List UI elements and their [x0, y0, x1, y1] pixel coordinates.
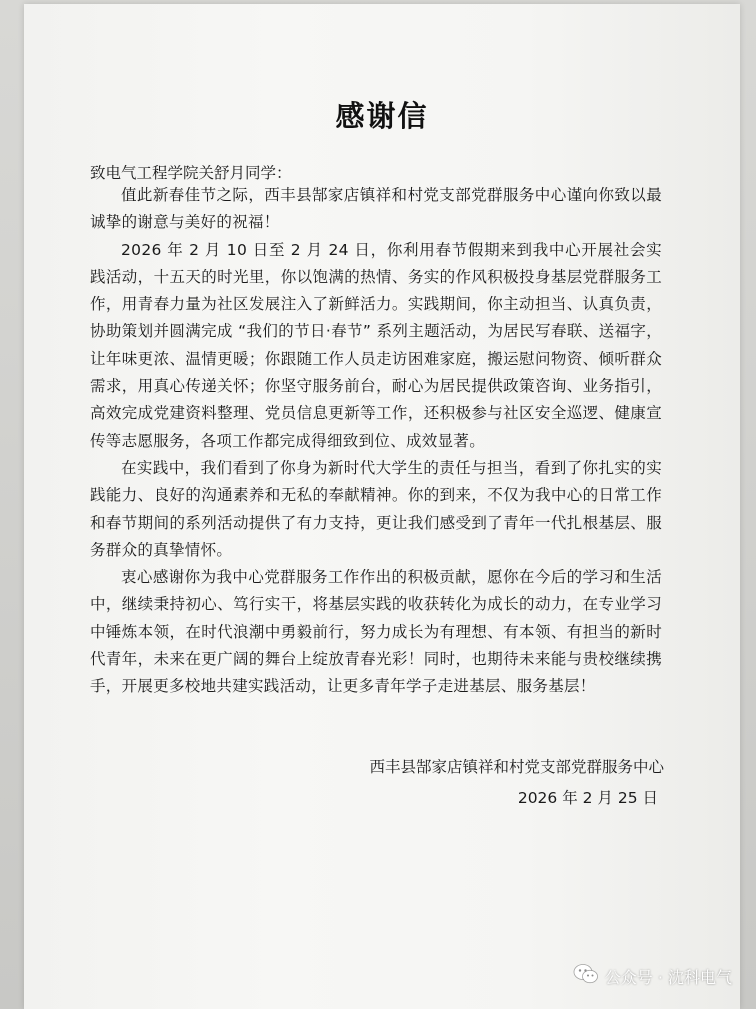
paragraph: 衷心感谢你为我中心党群服务工作作出的积极贡献，愿你在今后的学习和生活中，继续秉持初心、笃行实干，将基层实践的收获转化为成长的动力，在专业学习中锤炼本领，在时代浪潮中勇毅前行，努力成长为有理想、有本领、有担当的新时代青年，未来在更广阔的舞台上绽放青春光彩！同时，也期待未来能与贵校继续携手，开展更多校地共建实践活动，让更多青年学子走进基层、服务基层！: [90, 568, 662, 696]
paragraph: 在实践中，我们看到了你身为新时代大学生的责任与担当，看到了你扎实的实践能力、良好的沟通素养和无私的奉献精神。你的到来，不仅为我中心的日常工作和春节期间的系列活动提供了有力支持，更让我们感受到了青年一代扎根基层、服务群众的真挚情怀。: [90, 458, 662, 559]
paragraph: 值此新春佳节之际，西丰县郜家店镇祥和村党支部党群服务中心谨向你致以最诚挚的谢意与美好的祝福！: [90, 186, 662, 232]
wechat-icon: [573, 963, 599, 989]
letter-title: 感谢信: [335, 99, 429, 133]
signature-organization: 西丰县郜家店镇祥和村党支部党群服务中心: [369, 758, 664, 776]
signature-date: 2026 年 2 月 25 日: [517, 789, 658, 807]
letter-body: [90, 182, 662, 701]
letter-salutation: 致电气工程学院关舒月同学：: [90, 164, 292, 182]
paragraph: 2026 年 2 月 10 日至 2 月 24 日，你利用春节假期来到我中心开展社会实践活动，十五天的时光里，你以饱满的热情、务实的作风积极投身基层党群服务工作，用青春力量为社区发展注入了新鲜活力。实践期间，你主动担当、认真负责，协助策划并圆满完成 “我们的节日·春节” 系列主题活动，为居民写春联、送福字，让年味更浓、温情更暖；你跟随工作人员走访困难家庭，搬运慰问物资、倾听群众需求，用真心传递关怀；你坚守服务前台，耐心为居民提供政策咨询、业务指引，高效完成党建资料整理、党员信息更新等工作，还积极参与社区安全巡逻、健康宣传等志愿服务，各项工作都完成得细致到位、成效显著。: [90, 240, 662, 450]
watermark-text: 公众号 · 沈科电气: [604, 967, 732, 987]
letter-paper: [24, 4, 740, 1009]
watermark: [573, 963, 732, 989]
